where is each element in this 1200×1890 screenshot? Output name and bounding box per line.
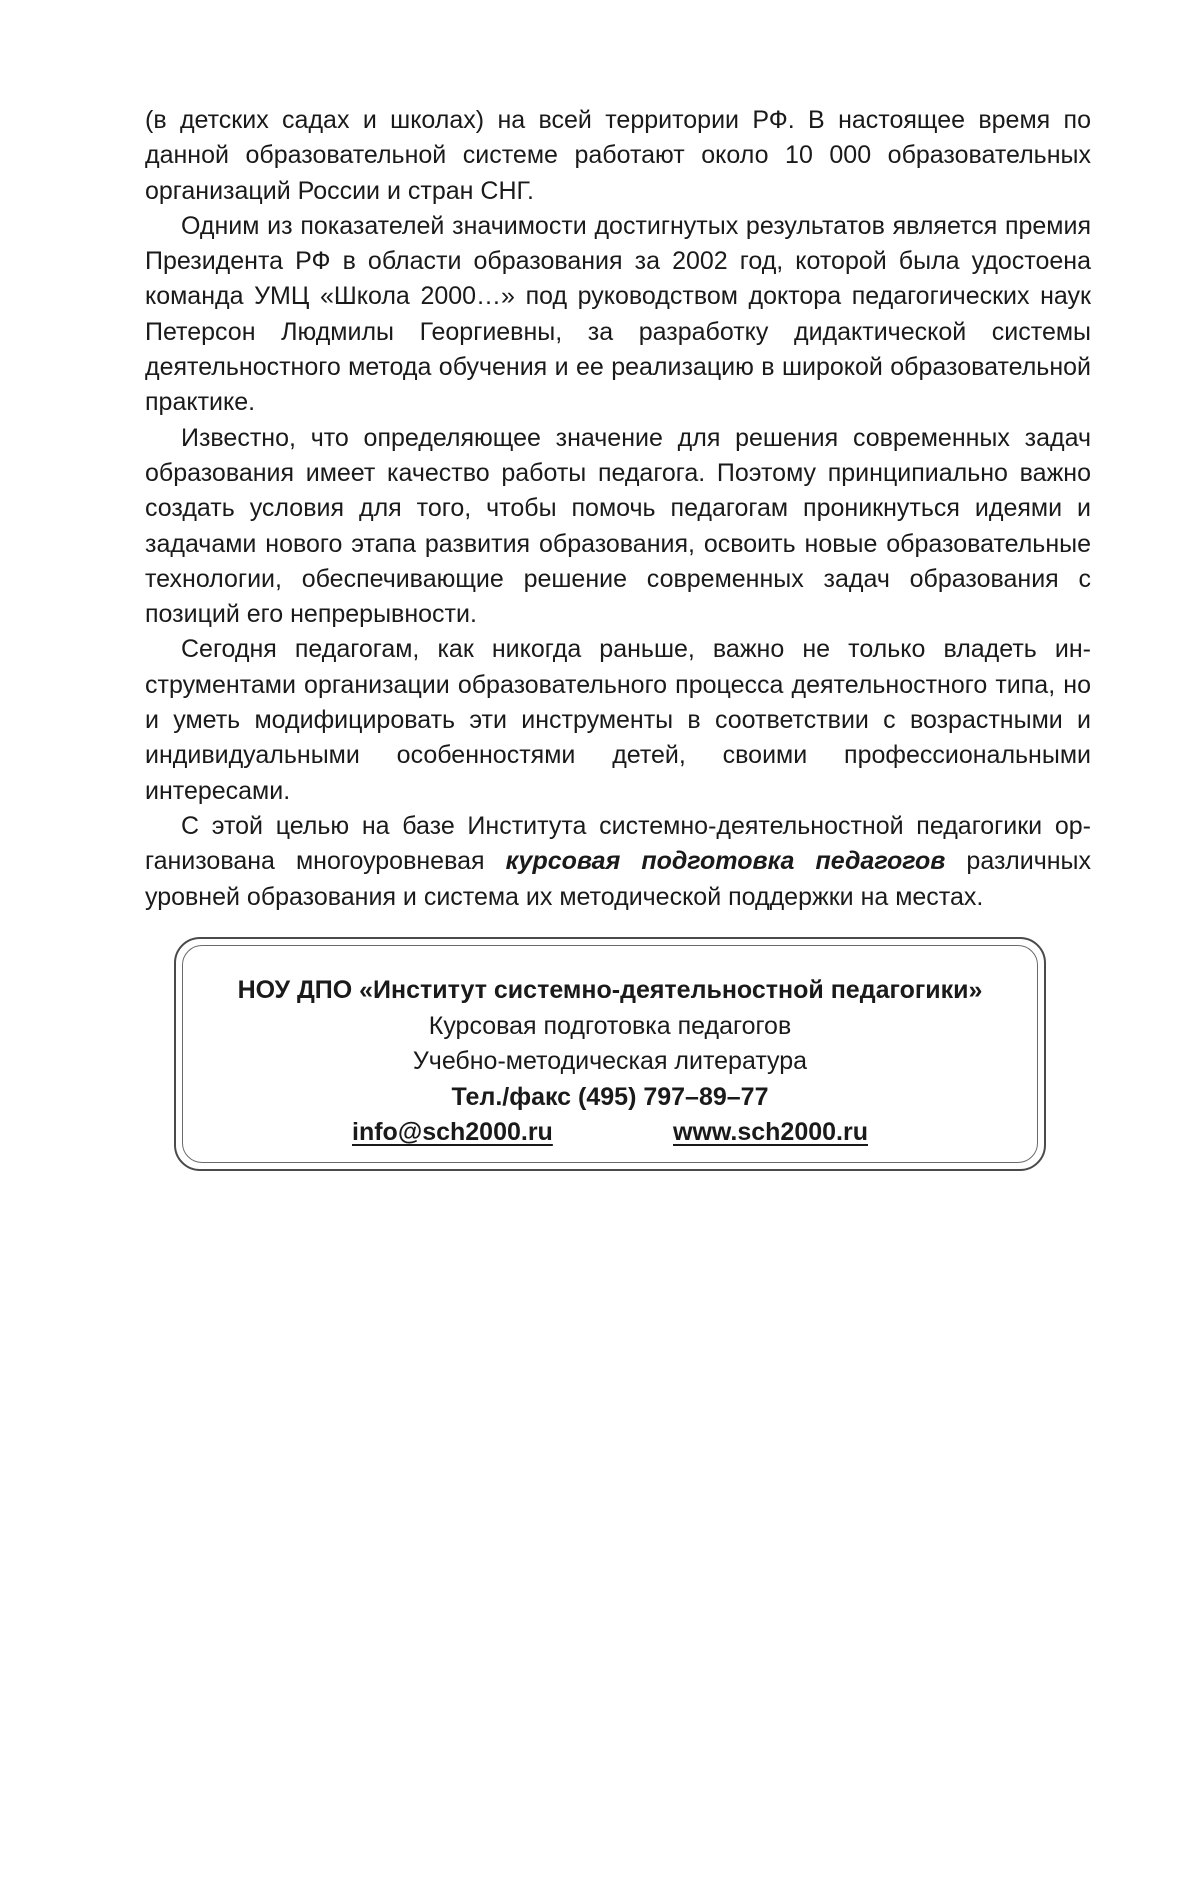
paragraph-1: (в детских садах и школах) на всей территории РФ. В настоящее время по данной образовательной системе работают около 10 000 образовательных организаций России и стран СНГ.	[145, 106, 1091, 205]
paragraph-5-start: С этой целью на базе Института системно-деятельностной педагогики организована многоуровневая	[145, 811, 1091, 876]
phone-fax: Тел./факс (495) 797–89–77	[451, 1082, 769, 1111]
paragraph-2: Одним из показателей значимости достигнутых результатов является премия Президента РФ в области образования за 2002 год, которой была удостоена команда УМЦ «Школа 2000…» под руководством доктора педагогических наук Петерсон Людмилы Георгиевны, за разработку дидактической системы деятельностного метода обучения и ее реализацию в широкой образовательной практике.	[145, 211, 1091, 417]
service-course-training: Курсовая подготовка педагогов	[428, 1011, 792, 1040]
emphasis-course-training: курсовая подготовка педагогов	[505, 847, 946, 876]
paragraph-4: Сегодня педагогам, как никогда раньше, важно не только владеть инструментами организации образовательного процесса деятельностного типа, но и уметь модифицировать эти инструменты в соответствии с возрастными и индивидуальными особенностями детей, своими профессиональными интересами.	[145, 635, 1091, 805]
contact-links	[176, 1115, 1044, 1151]
service-literature: Учебно-методическая литература	[412, 1047, 808, 1075]
paragraph-5-end: различных уровней образования и система их методической поддержки на местах.	[145, 847, 1091, 911]
paragraph-5	[145, 809, 1091, 915]
paragraph-3: Известно, что определяющее значение для решения современных задач образования имеет качество работы педагога. Поэтому принципиально важно создать условия для того, чтобы помочь педагогам проникнуться идеями и задачами нового этапа развития образования, освоить новые образовательные технологии, обеспечивающие решение современных задач образования с позиций его непрерывности.	[145, 423, 1091, 629]
website-link[interactable]: www.sch2000.ru	[673, 1118, 868, 1146]
email-link[interactable]: info@sch2000.ru	[352, 1118, 553, 1146]
contact-info-box	[174, 937, 1046, 1171]
institute-title: НОУ ДПО «Институт системно-деятельностной педагогики»	[237, 976, 983, 1004]
body-text	[145, 103, 1091, 915]
contact-info-content	[176, 973, 1044, 1151]
